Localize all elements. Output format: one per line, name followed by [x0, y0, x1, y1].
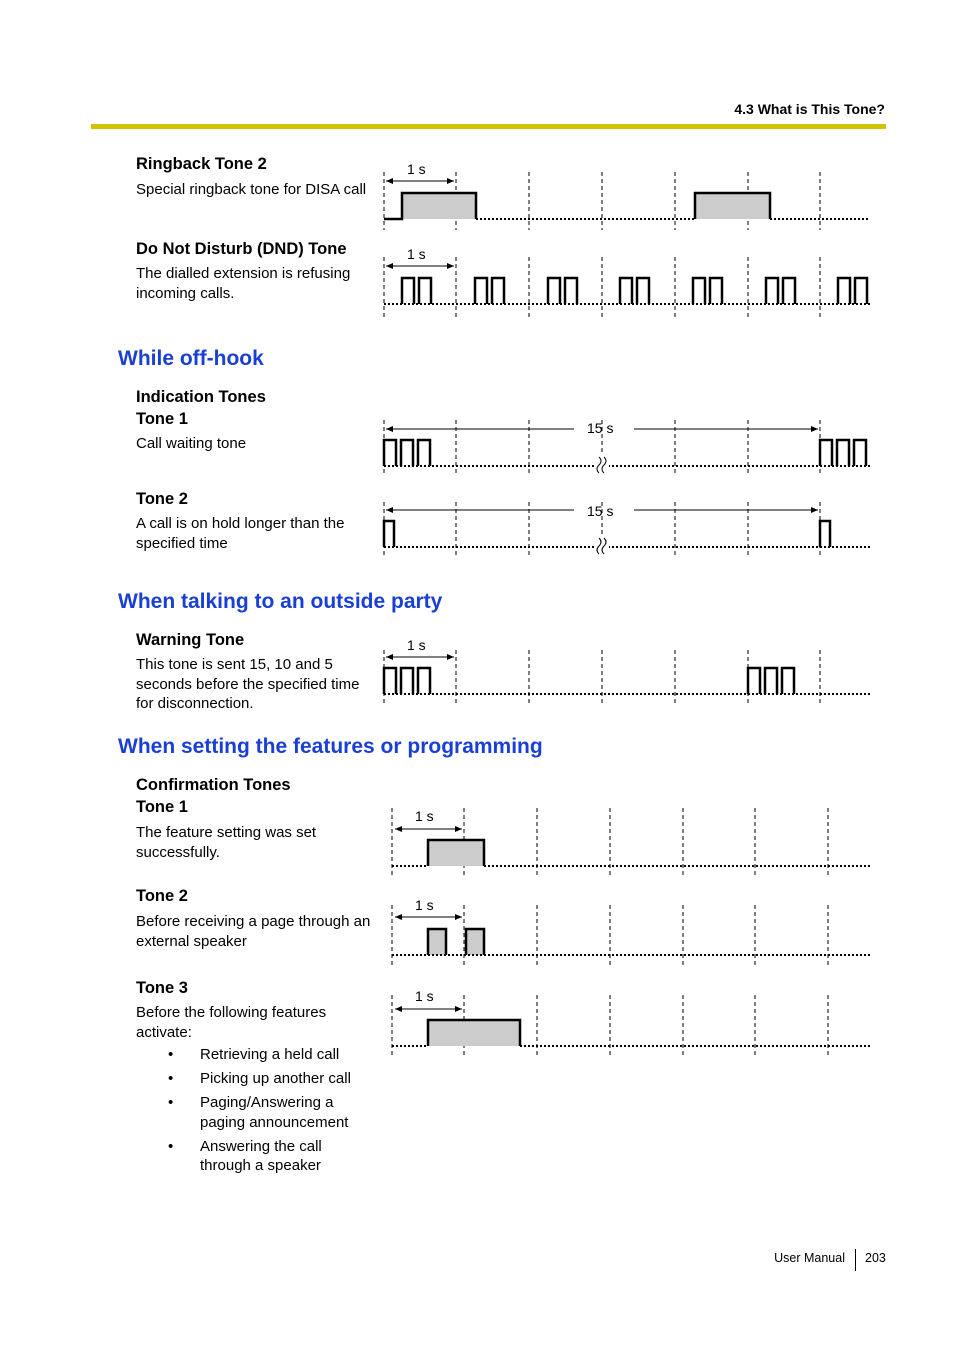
indication-tone-1-duration-label: 15 s — [587, 420, 614, 436]
confirmation-tone-2-desc: Before receiving a page through an external speaker — [136, 913, 371, 950]
confirmation-tone-1-title: Tone 1 — [136, 798, 188, 816]
confirmation-tones-group-title: Confirmation Tones — [136, 776, 291, 794]
warning-tone-title: Warning Tone — [136, 631, 245, 649]
confirmation-tone-1-desc: The feature setting was set successfully. — [136, 824, 317, 861]
list-item: • Retrieving a held call — [136, 1045, 370, 1065]
section-heading-while-off-hook: While off-hook — [118, 347, 264, 370]
ringback-tone-2-title: Ringback Tone 2 — [136, 155, 267, 173]
dnd-tone-duration-label: 1 s — [407, 246, 426, 262]
confirmation-tone-2-duration-label: 1 s — [415, 897, 434, 913]
page-number: 203 — [865, 1251, 886, 1265]
indication-tone-2-desc: A call is on hold longer than the specified time — [136, 515, 345, 552]
confirmation-tone-3-title: Tone 3 — [136, 979, 188, 997]
ringback-tone-2-desc: Special ringback tone for DISA call — [136, 181, 367, 198]
list-item: • Paging/Answering a paging announcement — [136, 1093, 370, 1132]
warning-tone-desc: This tone is sent 15, 10 and 5 seconds before the specified time for disconnection. — [136, 656, 360, 712]
indication-tone-1-title: Tone 1 — [136, 410, 188, 428]
indication-tone-2-title: Tone 2 — [136, 490, 188, 508]
list-item: • Picking up another call — [136, 1069, 370, 1089]
ringback-tone-2-duration-label: 1 s — [407, 161, 426, 177]
footer-label: User Manual — [774, 1251, 845, 1265]
indication-tones-group-title: Indication Tones — [136, 388, 266, 406]
footer-separator — [855, 1249, 856, 1271]
section-heading-outside-party: When talking to an outside party — [118, 590, 443, 613]
header-section-title: 4.3 What is This Tone? — [734, 101, 885, 117]
section-heading-programming: When setting the features or programming — [118, 735, 543, 758]
warning-tone-duration-label: 1 s — [407, 637, 426, 653]
dnd-tone-title: Do Not Disturb (DND) Tone — [136, 240, 347, 258]
confirmation-tone-2-title: Tone 2 — [136, 887, 188, 905]
confirmation-tone-3-desc: Before the following features activate: — [136, 1004, 327, 1041]
confirmation-tone-1-duration-label: 1 s — [415, 808, 434, 824]
dnd-tone-desc: The dialled extension is refusing incoming calls. — [136, 265, 351, 302]
list-item: • Answering the call through a speaker — [136, 1137, 370, 1176]
indication-tone-1-desc: Call waiting tone — [136, 435, 247, 452]
confirmation-tone-3-duration-label: 1 s — [415, 988, 434, 1004]
indication-tone-2-duration-label: 15 s — [587, 503, 614, 519]
